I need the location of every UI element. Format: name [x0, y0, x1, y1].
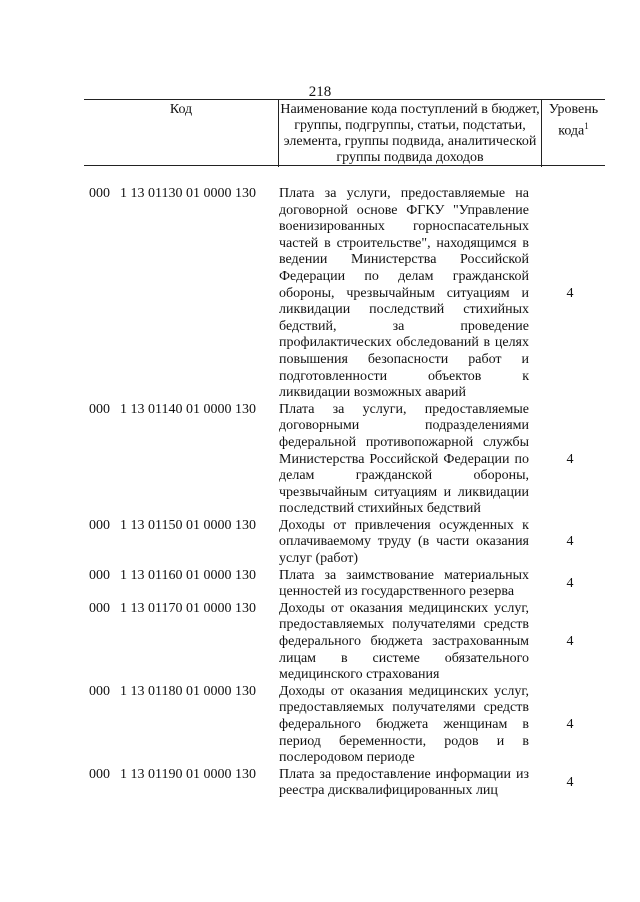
row-name: Доходы от привлечения осужденных к оплачиваемому труду (в части оказания услуг (работ) — [279, 517, 529, 567]
row-name: Плата за услуги, предоставляемые договорными подразделениями федеральной противопожарной службы Министерства Российской Федерации по делам гражданской обороны, чрезвычайным ситуациям и ликвидации последствий стихийных бедствий — [279, 401, 529, 517]
table-header — [84, 99, 605, 166]
row-admin-code: 000 — [89, 766, 110, 782]
row-level: 4 — [566, 634, 574, 650]
table-row — [84, 518, 605, 568]
header-name: Наименование кода поступлений в бюджет, группы, подгруппы, статьи, подстатьи, элемента, группы подвида, аналитической группы подвида доходов — [279, 100, 542, 167]
row-code: 1 13 01140 01 0000 130 — [120, 401, 256, 417]
table-row — [84, 767, 605, 800]
row-code: 1 13 01180 01 0000 130 — [120, 683, 256, 699]
row-admin-code: 000 — [89, 683, 110, 699]
table-row — [84, 601, 605, 684]
row-name: Доходы от оказания медицинских услуг, предоставляемых получателями средств федерального бюджета женщинам в период беременности, родов и в послеродовом периоде — [279, 683, 529, 766]
row-admin-code: 000 — [89, 517, 110, 533]
page-number: 218 — [308, 84, 332, 100]
row-admin-code: 000 — [89, 186, 110, 201]
row-admin-code: 000 — [89, 600, 110, 616]
row-code: 1 13 01130 01 0000 130 — [120, 186, 256, 201]
row-name: Плата за заимствование материальных ценностей из государственного резерва — [279, 567, 529, 600]
row-level: 4 — [566, 451, 574, 467]
row-code: 1 13 01190 01 0000 130 — [120, 766, 256, 782]
header-code: Код — [84, 100, 279, 167]
row-level: 4 — [566, 575, 574, 591]
row-admin-code: 000 — [89, 567, 110, 583]
table-body — [84, 186, 605, 800]
row-code: 1 13 01160 01 0000 130 — [120, 567, 256, 583]
row-level: 4 — [566, 775, 574, 791]
table-row — [84, 402, 605, 518]
header-level — [542, 100, 605, 167]
table-row — [84, 568, 605, 601]
row-code: 1 13 01170 01 0000 130 — [120, 600, 256, 616]
row-admin-code: 000 — [89, 401, 110, 417]
header-level-footnote: 1 — [584, 121, 589, 131]
table-row — [84, 684, 605, 767]
row-level: 4 — [566, 717, 574, 732]
row-level: 4 — [566, 534, 574, 550]
row-name: Плата за предоставление информации из реестра дисквалифицированных лиц — [279, 766, 529, 799]
row-level: 4 — [566, 285, 574, 301]
table-row — [84, 186, 605, 402]
row-code: 1 13 01150 01 0000 130 — [120, 517, 256, 533]
row-name: Плата за услуги, предоставляемые на договорной основе ФГКУ "Управление военизированных горноспасательных частей в строительстве", находящимся в ведении Министерства Российской Федерации по делам гражданской обороны, чрезвычайным ситуациям и ликвидации последствий стихийных бедствий, за проведение профилактических обследований в целях повышения безопасности работ и подготовленности объектов к ликвидации возможных аварий — [279, 186, 529, 401]
header-level-label: Уровень кода — [548, 102, 599, 139]
row-name: Доходы от оказания медицинских услуг, предоставляемых получателями средств федерального бюджета застрахованным лицам в системе обязательного медицинского страхования — [279, 600, 529, 683]
